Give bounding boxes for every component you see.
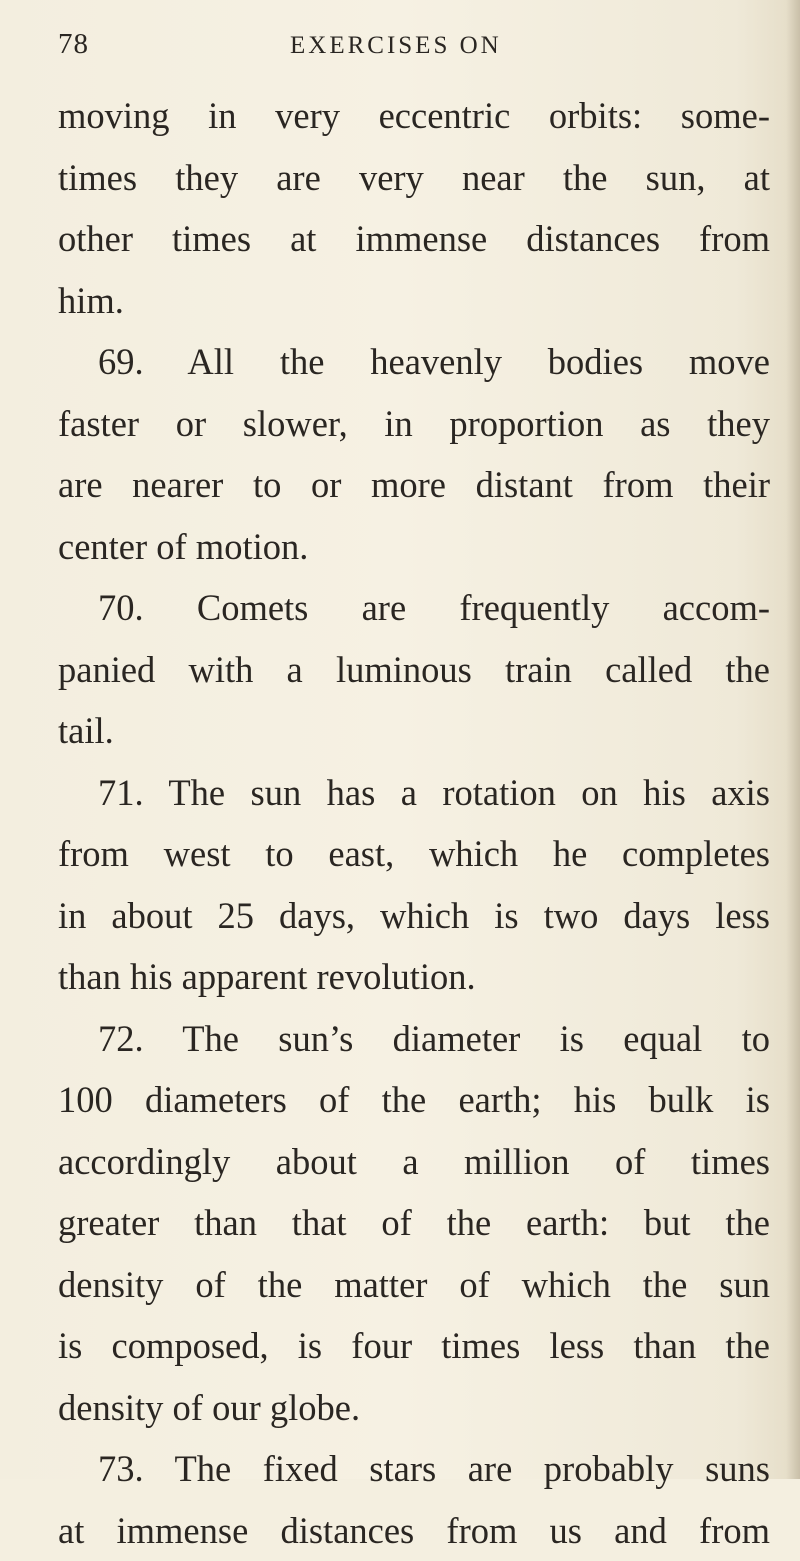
text-line: panied with a luminous train called the — [58, 639, 770, 701]
text-line: density of our globe. — [58, 1377, 770, 1439]
text-line: moving in very eccentric orbits: some- — [58, 85, 770, 147]
text-line: than his apparent revolution. — [58, 946, 770, 1008]
paragraph-72-start: 72. The sun’s diameter is equal to — [58, 1008, 770, 1070]
body-text — [58, 85, 770, 1561]
text-line: accordingly about a million of times — [58, 1131, 770, 1193]
paragraph-73-start: 73. The fixed stars are probably suns — [58, 1438, 770, 1500]
text-line: from west to east, which he completes — [58, 823, 770, 885]
paragraph-69-start: 69. All the heavenly bodies move — [58, 331, 770, 393]
text-line: other times at immense distances from — [58, 208, 770, 270]
text-line: is composed, is four times less than the — [58, 1315, 770, 1377]
text-line: center of motion. — [58, 516, 770, 578]
text-line: 100 diameters of the earth; his bulk is — [58, 1069, 770, 1131]
text-line: tail. — [58, 700, 770, 762]
text-line: greater than that of the earth: but the — [58, 1192, 770, 1254]
paragraph-70-start: 70. Comets are frequently accom- — [58, 577, 770, 639]
page-number: 78 — [58, 28, 89, 61]
text-line: at immense distances from us and from — [58, 1500, 770, 1561]
page-edge-shadow — [786, 0, 800, 1479]
text-line: are nearer to or more distant from their — [58, 454, 770, 516]
text-line: faster or slower, in proportion as they — [58, 393, 770, 455]
running-head: EXERCISES ON — [290, 32, 502, 60]
text-line: times they are very near the sun, at — [58, 147, 770, 209]
page-header — [58, 28, 578, 68]
text-line: density of the matter of which the sun — [58, 1254, 770, 1316]
text-line: in about 25 days, which is two days less — [58, 885, 770, 947]
text-line: him. — [58, 270, 770, 332]
paragraph-71-start: 71. The sun has a rotation on his axis — [58, 762, 770, 824]
